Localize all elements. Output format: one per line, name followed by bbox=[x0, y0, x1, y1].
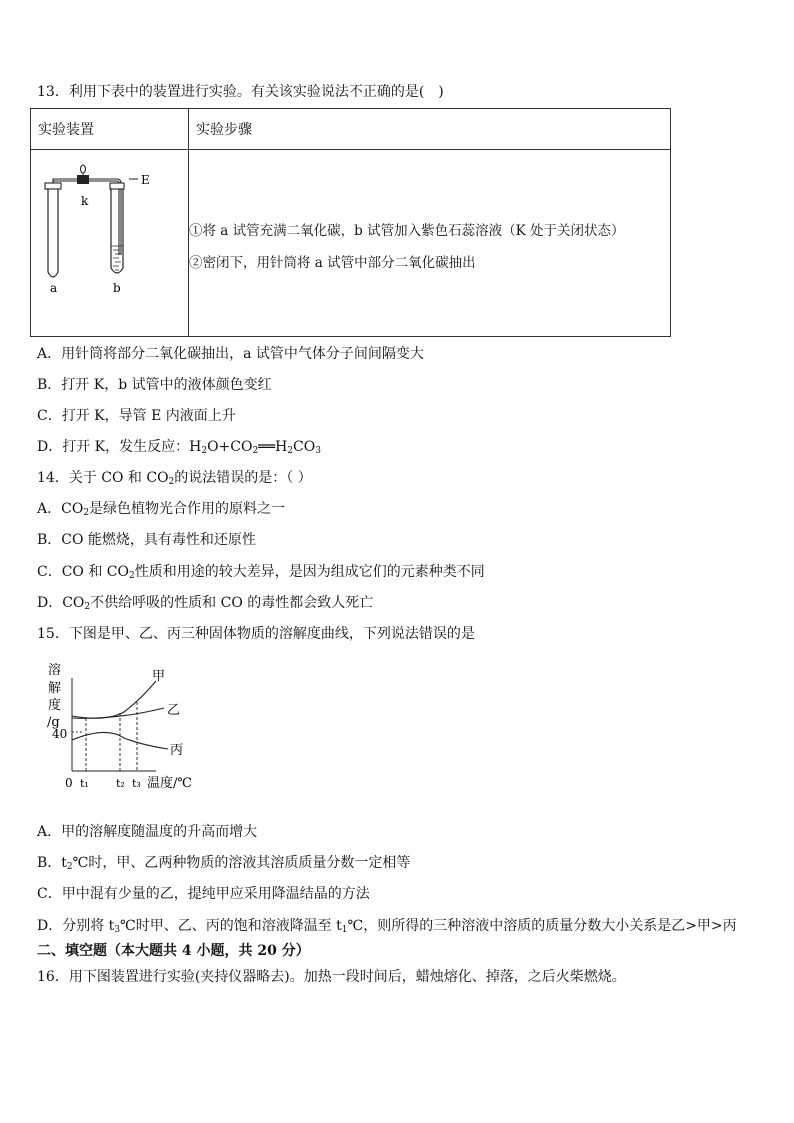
label-E: E bbox=[141, 173, 150, 187]
apparatus-cell bbox=[31, 150, 189, 337]
q15-option-c: C．甲中混有少量的乙，提纯甲应采用降温结晶的方法 bbox=[37, 886, 370, 902]
stopper-a bbox=[45, 183, 61, 189]
series-label-bing: 丙 bbox=[170, 743, 184, 758]
label-b: b bbox=[113, 281, 121, 295]
apparatus-diagram bbox=[31, 150, 181, 336]
label-a: a bbox=[50, 281, 58, 295]
q13-option-c: C．打开 K，导管 E 内液面上升 bbox=[37, 408, 236, 424]
q13-stem: 13．利用下表中的装置进行实验。有关该实验说法不正确的是( ) bbox=[37, 84, 444, 100]
q14-option-c: C．CO 和 $CO_2$性质和用途的较大差异，是因为组成它们的元素种类不同 bbox=[37, 564, 485, 581]
ylabel-char-2: 解 bbox=[48, 681, 62, 696]
q16-stem: 16．用下图装置进行实验(夹持仪器略去)。加热一段时间后，蜡烛熔化、掉落，之后火柴燃烧。 bbox=[37, 969, 626, 985]
x-tick-t3: t₃ bbox=[132, 777, 141, 790]
table-header-steps: 实验步骤 bbox=[189, 109, 671, 150]
q13-option-b: B．打开 K，b 试管中的液体颜色变红 bbox=[37, 377, 272, 393]
step-2-text: ②密闭下，用针筒将 a 试管中部分二氧化碳抽出 bbox=[189, 255, 476, 271]
section-2-heading: 二、填空题（本大题共 4 小题，共 20 分） bbox=[37, 943, 310, 959]
solubility-chart bbox=[36, 656, 206, 796]
stopper-b bbox=[110, 183, 124, 189]
table-header-apparatus: 实验装置 bbox=[31, 109, 189, 150]
steps-cell bbox=[189, 150, 671, 337]
step-1-text: ①将 a 试管充满二氧化碳，b 试管加入紫色石蕊溶液（K 处于关闭状态） bbox=[189, 223, 625, 239]
q14-option-a: A．$CO_2$是绿色植物光合作用的原料之一 bbox=[37, 501, 286, 518]
q13-option-d: D．打开 K，发生反应：$H_2O+CO_2══H_2CO_3$ bbox=[37, 439, 321, 456]
origin-label: 0 bbox=[65, 776, 73, 790]
ylabel-char-1: 溶 bbox=[48, 663, 62, 678]
q15-option-b: B．$t_2℃$时，甲、乙两种物质的溶液其溶质质量分数一定相等 bbox=[37, 855, 411, 872]
ylabel-char-3: 度 bbox=[48, 698, 62, 713]
series-label-jia: 甲 bbox=[152, 669, 166, 684]
stopcock-k bbox=[77, 175, 89, 184]
q14-stem: 14．关于 CO 和 $CO_2$的说法错误的是：（ ） bbox=[37, 470, 312, 487]
label-k: k bbox=[81, 194, 89, 208]
q14-option-d: D．$CO_2$不供给呼吸的性质和 CO 的毒性都会致人死亡 bbox=[37, 595, 374, 612]
curve-yi bbox=[72, 708, 164, 718]
q15-option-a: A．甲的溶解度随温度的升高而增大 bbox=[37, 824, 258, 840]
test-tube-a bbox=[48, 187, 58, 277]
x-tick-t1: t₁ bbox=[80, 777, 89, 790]
x-tick-t2: t₂ bbox=[116, 777, 125, 790]
series-label-yi: 乙 bbox=[167, 703, 181, 718]
q14-option-b: B．CO 能燃烧，具有毒性和还原性 bbox=[37, 532, 256, 548]
x-axis-label: 温度/℃ bbox=[147, 776, 192, 791]
q15-stem: 15．下图是甲、乙、丙三种固体物质的溶解度曲线，下列说法错误的是 bbox=[37, 626, 475, 642]
y-tick-40: 40 bbox=[52, 727, 68, 741]
q15-option-d: D．分别将 $t_3℃$时甲、乙、丙的饱和溶液降温至 $t_1℃$，则所得的三种溶液中溶质的质量分数大小关系是乙>甲>丙 bbox=[37, 918, 737, 935]
ylabel-char-4: /g bbox=[47, 715, 60, 730]
q13-option-a: A．用针筒将部分二氧化碳抽出，a 试管中气体分子间间隔变大 bbox=[37, 346, 424, 362]
